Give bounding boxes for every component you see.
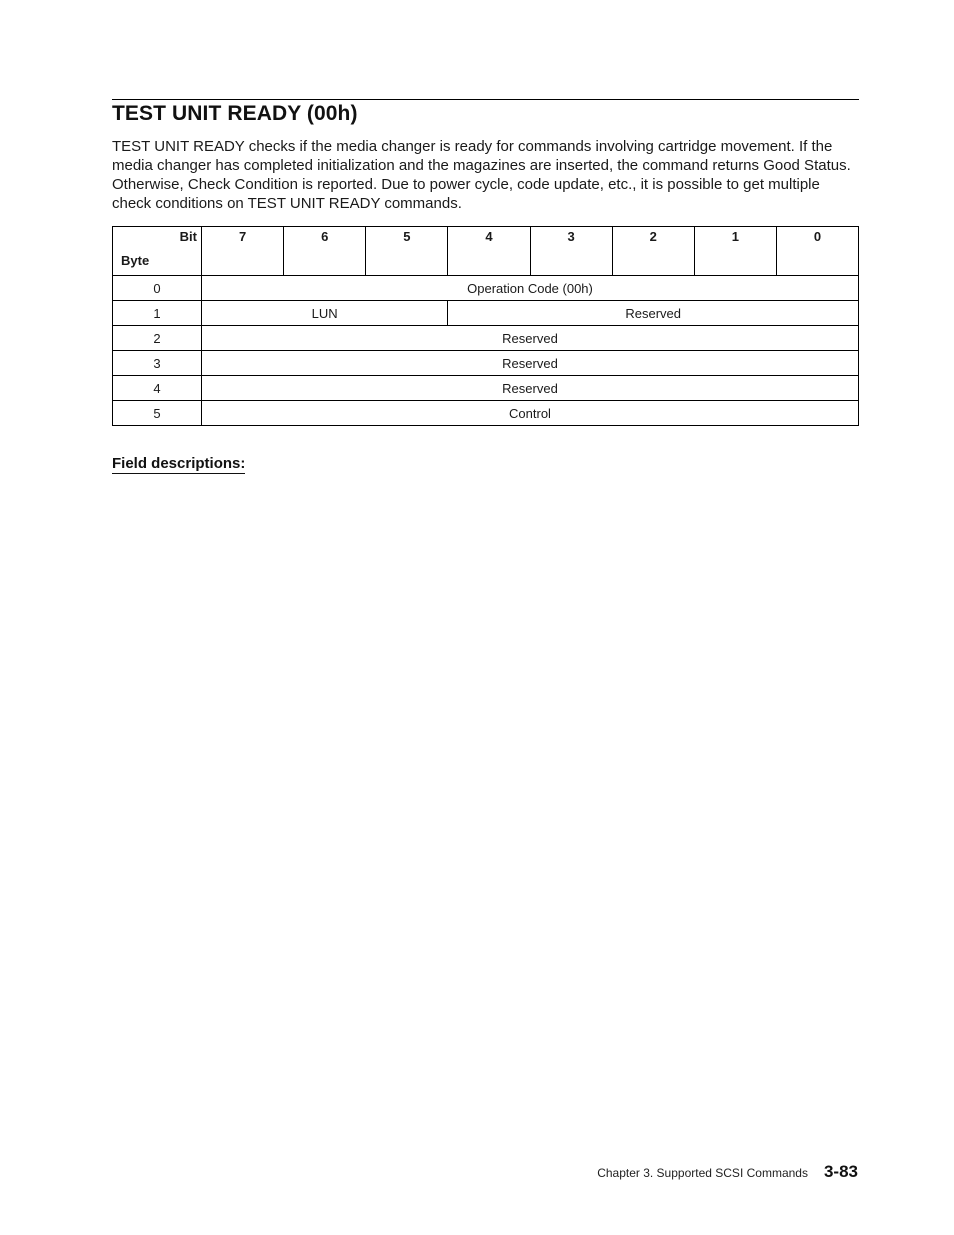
byte-number: 2 [113,326,202,351]
table-row [113,301,859,326]
bit-header-5: 5 [366,227,448,276]
bit-header-2: 2 [612,227,694,276]
bit-header-3: 3 [530,227,612,276]
operation-code-field: Operation Code (00h) [202,276,859,301]
table-row [113,401,859,426]
reserved-field: Reserved [202,351,859,376]
page-title: TEST UNIT READY (00h) [112,102,358,125]
heading-rule [112,99,859,100]
table-row [113,351,859,376]
intro-paragraph: TEST UNIT READY checks if the media changer is ready for commands involving cartridge movement. If the media changer has completed initialization and the magazines are inserted, the command returns Good Status. Otherwise, Check Condition is reported. Due to power cycle, code update, etc., it is possible to get multiple check conditions on TEST UNIT READY commands. [112,138,851,212]
byte-number: 1 [113,301,202,326]
page-number: 3-83 [823,1162,858,1181]
table-row [113,326,859,351]
reserved-field: Reserved [202,326,859,351]
control-field: Control [202,401,859,426]
bit-header-6: 6 [284,227,366,276]
bit-header-0: 0 [776,227,858,276]
reserved-field: Reserved [202,376,859,401]
table-row [113,376,859,401]
table-row [113,276,859,301]
byte-number: 4 [113,376,202,401]
bit-label: Bit [179,229,197,244]
page-footer [597,1162,858,1182]
footer-chapter: Chapter 3. Supported SCSI Commands [597,1166,808,1180]
table-header-row [113,227,859,276]
byte-number: 5 [113,401,202,426]
byte-label: Byte [121,253,150,268]
bit-header-1: 1 [694,227,776,276]
reserved-field: Reserved [448,301,859,326]
byte-number: 0 [113,276,202,301]
bit-header-7: 7 [202,227,284,276]
lun-field: LUN [202,301,448,326]
command-descriptor-table [112,226,859,426]
bit-byte-corner-cell [113,227,202,276]
byte-number: 3 [113,351,202,376]
field-descriptions-heading: Field descriptions: [112,455,246,472]
bit-header-4: 4 [448,227,530,276]
